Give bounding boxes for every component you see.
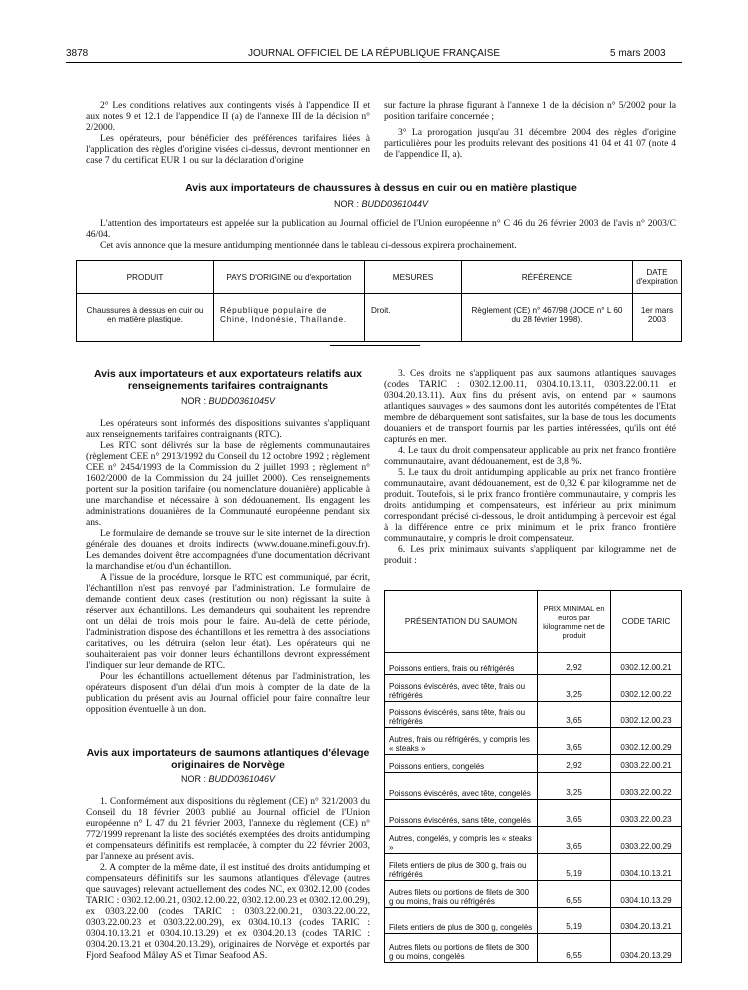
prices-table	[384, 590, 682, 963]
avis3-p6: 6. Les prix minimaux suivants s'appliquent par kilogramme net de produit :	[384, 544, 676, 566]
intro-right	[384, 100, 676, 160]
prices-cell-presentation: Autres filets ou portions de filets de 300 g ou moins, congelés	[385, 934, 538, 963]
avis3-body	[86, 796, 370, 961]
prices-cell-code: 0302.12.00.29	[611, 728, 682, 755]
prices-table-row	[385, 773, 682, 800]
intro-left-p2: Les opérateurs, pour bénéficier des préférences tarifaires liées à l'application des règles d'origine visées ci-dessus, devront mentionner en case 7 du certificat EUR 1 ou sur la déclaration d'origine	[86, 133, 370, 166]
prices-cell-code: 0304.10.13.21	[611, 854, 682, 881]
prices-cell-presentation: Autres, congelés, y compris les « steaks »	[385, 827, 538, 854]
expiry-cell-pays: République populaire de Chine, Indonésie, Thaïlande.	[214, 294, 365, 342]
section-divider	[330, 345, 420, 346]
prices-cell-prix: 6,55	[538, 934, 611, 963]
expiry-col-produit: PRODUIT	[77, 261, 214, 294]
avis3-p2: 2. A compter de la même date, il est institué des droits antidumping et compensateurs définitifs sur les saumons atlantiques d'élevage (autres que sauvages) relevant actuellement des codes NC, ex 0302.12.00 (codes TARIC : 0302.12.00.21, 0302.12.00.22, 0302.12.00.23 et 0302.12.00.29), ex 0303.22.00 (codes TARIC : 0303.22.00.21, 0303.22.00.22, 0303.22.00.23 et 0303.22.00.29), ex 0304.10.13 (codes TARIC : 0304.10.13.21 et 0304.10.13.29) et ex 0304.20.13 (codes TARIC : 0304.20.13.21 et 0304.20.13.29), originaires de Norvège et exportés par Fjord Seafood Måløy AS et Timar Seafood AS.	[86, 862, 370, 961]
prices-cell-code: 0303.22.00.29	[611, 827, 682, 854]
intro-left	[86, 100, 370, 166]
expiry-cell-produit: Chaussures à dessus en cuir ou en matière plastique.	[77, 294, 214, 342]
avis2-body	[86, 418, 370, 715]
avis2-nor	[86, 396, 370, 406]
page-date: 5 mars 2003	[610, 48, 666, 59]
prices-cell-prix: 2,92	[538, 755, 611, 773]
prices-col-presentation: PRÉSENTATION DU SAUMON	[385, 591, 538, 653]
prices-cell-code: 0304.10.13.29	[611, 881, 682, 908]
prices-cell-code: 0304.20.13.29	[611, 934, 682, 963]
avis2-nor-label: NOR :	[180, 396, 206, 406]
expiry-cell-mesures: Droit.	[365, 294, 462, 342]
avis3-p1: 1. Conformément aux dispositions du règlement (CE) n° 321/2003 du Conseil du 18 février 2003 publié au Journal officiel de l'Union européenne n° L 47 du 21 février 2003, l'annexe du règlement (CE) n° 772/1999 reprenant la liste des sociétés exemptées des droits antidumping et compensateurs définitifs est remplacée, à compter du 22 février 2003, par l'annexe au présent avis.	[86, 796, 370, 862]
avis2-p4: A l'issue de la procédure, lorsque le RTC est communiqué, par écrit, l'échantillon n'est pas renvoyé par l'administration. Le formulaire de demande contient deux cases (restitution ou non) régissant la suite à réserver aux échantillons. Les demandeurs qui souhaitent les reprendre ont un délai de trois mois pour le faire. Au-delà de cette période, l'administration dispose des échantillons et les remettra à des associations caritatives, ou les détruira (selon leur état). Les opérateurs qui ne souhaiteraient pas voir donner leurs échantillons devront expressément l'indiquer sur leur demande de RTC.	[86, 572, 370, 671]
intro-right-p2: 3° La prorogation jusqu'au 31 décembre 2004 des règles d'origine particulières pour les produits relevant des positions 41 04 et 41 07 (note 4 de l'appendice II, a).	[384, 127, 676, 160]
header-rule	[66, 62, 682, 63]
prices-cell-code: 0303.22.00.23	[611, 800, 682, 827]
prices-cell-code: 0303.22.00.22	[611, 773, 682, 800]
avis2-p5: Pour les échantillons actuellement détenus par l'administration, les opérateurs disposent d'un délai d'un mois à compter de la date de la publication du présent avis au Journal officiel pour faire connaître leur opposition éventuelle à un don.	[86, 671, 370, 715]
page-number: 3878	[66, 48, 89, 59]
prices-cell-prix: 3,65	[538, 728, 611, 755]
intro-left-p1: 2° Les conditions relatives aux contingents visés à l'appendice II et aux notes 9 et 12.1 de l'appendice II (a) de l'annexe III de la décision n° 2/2000.	[86, 100, 370, 133]
avis2-p3: Le formulaire de demande se trouve sur le site internet de la direction générale des douanes et droits indirects (www.douane.minefi.gouv.fr). Les demandes doivent être accompagnées d'une documentation décrivant la marchandise et/ou d'un échantillon.	[86, 528, 370, 572]
prices-cell-presentation: Poissons éviscérés, avec tête, congelés	[385, 773, 538, 800]
prices-cell-prix: 3,25	[538, 675, 611, 702]
expiry-table-header	[77, 261, 682, 294]
prices-col-prix: PRIX MINIMAL en euros par kilogramme net de produit	[538, 591, 611, 653]
avis2-title: Avis aux importateurs et aux exportateurs relatifs aux renseignements tarifaires contraignants	[93, 368, 363, 392]
avis3-right-body	[384, 368, 676, 566]
avis1-nor	[86, 199, 676, 209]
prices-cell-presentation: Poissons entiers, congelés	[385, 755, 538, 773]
avis1-nor-label: NOR :	[333, 199, 359, 209]
prices-cell-presentation: Poissons éviscérés, avec tête, frais ou réfrigérés	[385, 675, 538, 702]
expiry-col-pays: PAYS D'ORIGINE ou d'exportation	[214, 261, 365, 294]
prices-col-code: CODE TARIC	[611, 591, 682, 653]
prices-cell-presentation: Poissons entiers, frais ou réfrigérés	[385, 653, 538, 675]
prices-table-row	[385, 800, 682, 827]
avis3-p5: 5. Le taux du droit antidumping applicable au prix net franco frontière communautaire, avant dédouanement, est de 0,32 € par kilogramme net de produit. Toutefois, si le prix franco frontière communautaire, y compris les droits antidumping et compensateurs, est inférieur au prix minimum correspondant précisé ci-dessous, le droit antidumping à percevoir est égal à la différence entre ce prix minimum et le prix franco frontière communautaire, y compris le droit compensateur.	[384, 467, 676, 544]
avis2-p1: Les opérateurs sont informés des dispositions suivantes s'appliquant aux renseignements tarifaires contraignants (RTC).	[86, 418, 370, 440]
expiry-cell-date: 1er mars 2003	[633, 294, 682, 342]
prices-cell-code: 0304.20.13.21	[611, 908, 682, 934]
expiry-col-mesures: MESURES	[365, 261, 462, 294]
prices-cell-prix: 5,19	[538, 854, 611, 881]
prices-table-body	[385, 653, 682, 963]
prices-cell-prix: 3,65	[538, 702, 611, 728]
prices-table-row	[385, 728, 682, 755]
expiry-table-row	[77, 294, 682, 342]
avis3-nor-label: NOR :	[180, 774, 206, 784]
prices-table-row	[385, 934, 682, 963]
expiry-col-date: DATE d'expiration	[633, 261, 682, 294]
avis1-nor-code: BUDD0361044V	[361, 199, 429, 209]
prices-cell-prix: 6,55	[538, 881, 611, 908]
prices-cell-presentation: Autres filets ou portions de filets de 300 g ou moins, frais ou réfrigérés	[385, 881, 538, 908]
prices-cell-presentation: Poissons éviscérés, sans tête, congelés	[385, 800, 538, 827]
prices-table-row	[385, 755, 682, 773]
avis1-p1: L'attention des importateurs est appelée sur la publication au Journal officiel de l'Union européenne n° C 46 du 26 février 2003 de l'avis n° 2003/C 46/04.	[86, 218, 676, 240]
prices-cell-code: 0302.12.00.22	[611, 675, 682, 702]
avis1-title: Avis aux importateurs de chaussures à dessus en cuir ou en matière plastique	[185, 182, 577, 194]
prices-cell-code: 0302.12.00.23	[611, 702, 682, 728]
avis3-p4: 4. Le taux du droit compensateur applicable au prix net franco frontière communautaire, avant dédouanement, est de 3,8 %.	[384, 445, 676, 467]
prices-table-row	[385, 827, 682, 854]
prices-table-row	[385, 908, 682, 934]
prices-cell-code: 0302.12.00.21	[611, 653, 682, 675]
prices-cell-code: 0303.22.00.21	[611, 755, 682, 773]
journal-title: JOURNAL OFFICIEL DE LA RÉPUBLIQUE FRANÇAISE	[247, 48, 501, 59]
prices-cell-prix: 3,65	[538, 800, 611, 827]
prices-table-row	[385, 675, 682, 702]
avis3-title: Avis aux importateurs de saumons atlantiques d'élevage originaires de Norvège	[86, 747, 370, 771]
avis3-p3: 3. Ces droits ne s'appliquent pas aux saumons atlantiques sauvages (codes TARIC : 0302.12.00.11, 0304.10.13.11, 0303.22.00.11 et 0304.20.13.11). Aux fins du présent avis, on entend par « saumons atlantiques sauvages » des saumons dont les autorités compétentes de l'Etat membre de débarquement sont satisfaites, sur la base de tous les documents douaniers et de transport fournis par les parties intéressées, qu'ils ont été capturés en mer.	[384, 368, 676, 445]
prices-cell-presentation: Filets entiers de plus de 300 g, congelés	[385, 908, 538, 934]
expiry-table	[76, 260, 682, 342]
avis2-nor-code: BUDD0361045V	[208, 396, 276, 406]
expiry-col-reference: RÉFÉRENCE	[462, 261, 633, 294]
prices-cell-prix: 2,92	[538, 653, 611, 675]
prices-table-row	[385, 702, 682, 728]
prices-cell-prix: 3,25	[538, 773, 611, 800]
intro-right-p1: sur facture la phrase figurant à l'annexe 1 de la décision n° 5/2002 pour la position tarifaire concernée ;	[384, 100, 676, 122]
prices-cell-prix: 5,19	[538, 908, 611, 934]
prices-cell-prix: 3,65	[538, 827, 611, 854]
avis3-nor-code: BUDD0361046V	[208, 774, 276, 784]
prices-table-row	[385, 653, 682, 675]
avis1-text	[86, 218, 676, 251]
avis3-nor	[86, 774, 370, 784]
prices-table-row	[385, 881, 682, 908]
prices-table-row	[385, 854, 682, 881]
prices-cell-presentation: Poissons éviscérés, sans tête, frais ou réfrigérés	[385, 702, 538, 728]
expiry-cell-reference: Règlement (CE) n° 467/98 (JOCE n° L 60 du 28 février 1998).	[462, 294, 633, 342]
avis2-p2: Les RTC sont délivrés sur la base de règlements communautaires (règlement CEE n° 2913/1992 du Conseil du 12 octobre 1992 ; règlement CEE n° 2454/1993 de la Commission du 2 juillet 1993 ; règlement n° 1602/2000 de la Commission du 24 juillet 2000). Ces renseignements portent sur la position tarifaire (ou nomenclature douanière) applicable à une marchandise et nécessaire à son dédouanement. Ils engagent les administrations douanières de la Communauté européenne pendant six ans.	[86, 440, 370, 528]
prices-cell-presentation: Filets entiers de plus de 300 g, frais ou réfrigérés	[385, 854, 538, 881]
prices-table-header	[385, 591, 682, 653]
prices-cell-presentation: Autres, frais ou réfrigérés, y compris les « steaks »	[385, 728, 538, 755]
avis1-p2: Cet avis annonce que la mesure antidumping mentionnée dans le tableau ci-dessous expirera prochainement.	[100, 240, 517, 251]
